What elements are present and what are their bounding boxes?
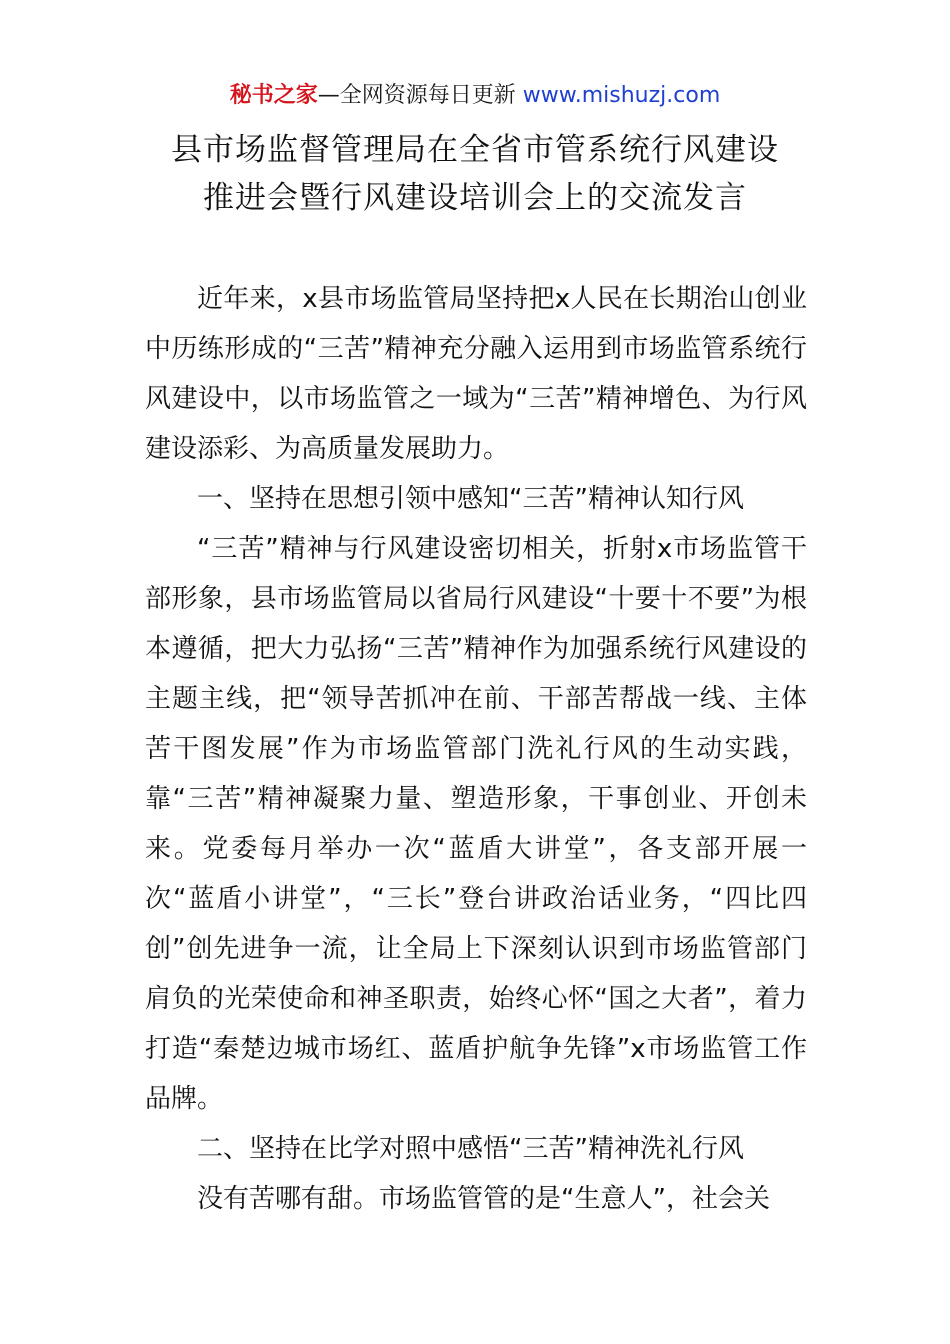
document-body xyxy=(145,274,807,1224)
paragraph-section-1: “三苦”精神与行风建设密切相关，折射x市场监管干部形象，县市场监管局以省局行风建设“十要十不要”为根本遵循，把大力弘扬“三苦”精神作为加强系统行风建设的主题主线，把“领导苦抓冲在前、干部苦帮战一线、主体苦干图发展”作为市场监管部门洗礼行风的生动实践，靠“三苦”精神凝聚力量、塑造形象，干事创业、开创未来。党委每月举办一次“蓝盾大讲堂”，各支部开展一次“蓝盾小讲堂”，“三长”登台讲政治话业务，“四比四创”创先进争一流，让全局上下深刻认识到市场监管部门肩负的光荣使命和神圣职责，始终心怀“国之大者”，着力打造“秦楚边城市场红、蓝盾护航争先锋”x市场监管工作品牌。 xyxy=(145,534,807,1114)
brand-name: 秘书之家 xyxy=(229,83,318,108)
site-url-link[interactable]: www.mishuzj.com xyxy=(522,83,721,108)
section-heading-1: 一、坚持在思想引领中感知“三苦”精神认知行风 xyxy=(197,484,744,514)
title-line-2: 推进会暨行风建设培训会上的交流发言 xyxy=(203,180,747,216)
document-title xyxy=(0,126,950,222)
title-line-1: 县市场监督管理局在全省市管系统行风建设 xyxy=(171,132,779,168)
header-tagline: —全网资源每日更新 xyxy=(317,83,523,108)
site-header xyxy=(0,80,950,112)
paragraph-section-2: 没有苦哪有甜。市场监管管的是“生意人”，社会关 xyxy=(197,1184,770,1214)
section-heading-2: 二、坚持在比学对照中感悟“三苦”精神洗礼行风 xyxy=(197,1134,744,1164)
paragraph-intro: 近年来，x县市场监管局坚持把x人民在长期治山创业中历练形成的“三苦”精神充分融入运用到市场监管系统行风建设中，以市场监管之一域为“三苦”精神增色、为行风建设添彩、为高质量发展助力。 xyxy=(145,284,807,464)
